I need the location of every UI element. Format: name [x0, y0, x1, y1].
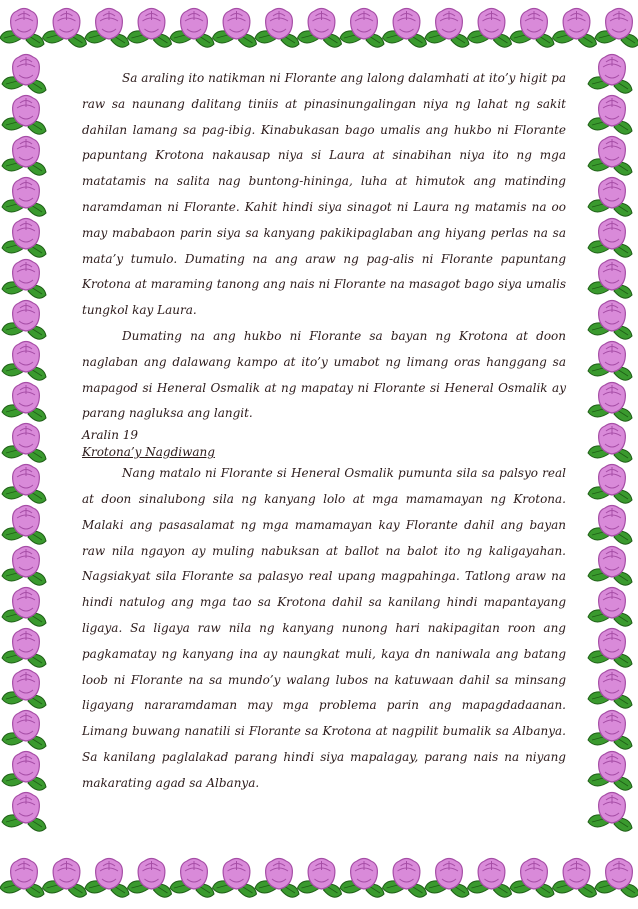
rose-icon: [588, 752, 632, 791]
rose-icon: [2, 55, 46, 94]
rose-icon: [510, 859, 554, 898]
rose-icon: [595, 9, 638, 48]
rose-icon: [255, 9, 299, 48]
rose-icon: [2, 342, 46, 381]
rose-icon: [588, 711, 632, 750]
rose-icon: [425, 9, 469, 48]
rose-icon: [213, 9, 257, 48]
rose-icon: [2, 547, 46, 586]
rose-icon: [2, 260, 46, 299]
paragraph: Sa araling ito natikman ni Florante ang lalong dalamhati at ito’y higit pa raw sa naunang dalitang tiniis at pinasinungalingan niya ng lahat ng sakit dahilan lamang sa pag-ibig. Kinabukasan bago umalis ang hukbo ni Florante papuntang Krotona nakausap niya si Laura at sinabihan niya ito ng mga matatamis na salita nag buntong-hininga, luha at himutok ang matinding naramdaman ni Florante. Kahit hindi siya sinagot ni Laura ng matamis na oo may mababaon parin siya sa kanyang pakikipaglaban ang hiyang perlas na sa mata’y tumulo. Dumating na ang araw ng pag-alis ni Florante papuntang Krotona at maraming tanong ang nais ni Florante na masagot bago siya umalis tungkol kay Laura.: [82, 71, 566, 318]
rose-icon: [85, 859, 129, 898]
rose-icon: [383, 9, 427, 48]
rose-icon: [383, 859, 427, 898]
lesson-title: Krotona’y Nagdiwang: [82, 445, 215, 460]
rose-icon: [588, 383, 632, 422]
rose-icon: [588, 260, 632, 299]
rose-icon: [2, 96, 46, 135]
rose-icon: [298, 859, 342, 898]
rose-icon: [588, 547, 632, 586]
rose-icon: [553, 859, 597, 898]
rose-icon: [510, 9, 554, 48]
paragraph: Nang matalo ni Florante si Heneral Osmalik pumunta sila sa palsyo real at doon sinalubong sila ng kanyang lolo at mga mamamayan ng Krotona. Malaki ang pasasalamat ng mga mamamayan kay Florante dahil ang bayan raw nila ngayon ay muling nabuksan at ballot na balot ito ng kaligayahan. Nagsiakyat sila Florante sa palasyo real upang magpahinga. Tatlong araw na hindi natulog ang mga tao sa Krotona dahil sa kanilang hindi mapantayang ligaya. Sa ligaya raw nila ng kanyang nunong hari nakipagitan roon ang pagkamatay ng kanyang ina ay naungkat muli, kaya dn naniwala ang batang loob ni Florante na sa mundo’y walang lubos na katuwaan dahil sa minsang ligayang nararamdaman may mga problema parin ang mapagdadaanan. Limang buwang nanatili si Florante sa Krotona at nagpilit bumalik sa Albanya. Sa kanilang paglalakad parang hindi siya mapalagay, parang nais na niyang makarating agad sa Albanya.: [82, 466, 566, 790]
rose-icon: [128, 859, 172, 898]
rose-icon: [2, 301, 46, 340]
rose-icon: [588, 629, 632, 668]
rose-icon: [425, 859, 469, 898]
rose-icon: [43, 9, 87, 48]
rose-icon: [468, 859, 512, 898]
rose-icon: [2, 670, 46, 709]
rose-icon: [588, 424, 632, 463]
paragraph: Dumating na ang hukbo ni Florante sa bayan ng Krotona at doon naglaban ang dalawang kampo at ito’y umabot ng limang oras hanggang sa mapagod si Heneral Osmalik at ng mapatay ni Florante si Heneral Osmalik ay parang nagluksa ang langit.: [82, 328, 566, 421]
rose-icon: [2, 219, 46, 258]
rose-icon: [43, 859, 87, 898]
rose-icon: [588, 55, 632, 94]
rose-icon: [588, 588, 632, 627]
rose-icon: [2, 137, 46, 176]
rose-icon: [255, 859, 299, 898]
rose-icon: [2, 752, 46, 791]
rose-icon: [588, 342, 632, 381]
rose-icon: [170, 859, 214, 898]
rose-icon: [85, 9, 129, 48]
rose-icon: [588, 96, 632, 135]
rose-icon: [0, 859, 44, 898]
rose-icon: [595, 859, 638, 898]
rose-icon: [2, 793, 46, 832]
rose-icon: [588, 219, 632, 258]
rose-icon: [298, 9, 342, 48]
rose-icon: [2, 588, 46, 627]
rose-icon: [588, 178, 632, 217]
rose-icon: [2, 506, 46, 545]
rose-icon: [588, 506, 632, 545]
rose-icon: [213, 859, 257, 898]
rose-icon: [128, 9, 172, 48]
rose-icon: [2, 424, 46, 463]
rose-icon: [468, 9, 512, 48]
rose-icon: [2, 383, 46, 422]
rose-icon: [340, 9, 384, 48]
rose-icon: [170, 9, 214, 48]
rose-icon: [2, 629, 46, 668]
rose-icon: [588, 301, 632, 340]
rose-icon: [340, 859, 384, 898]
rose-icon: [2, 711, 46, 750]
rose-icon: [588, 465, 632, 504]
rose-icon: [2, 465, 46, 504]
rose-icon: [588, 670, 632, 709]
lesson-label: Aralin 19: [82, 428, 139, 443]
rose-icon: [588, 793, 632, 832]
rose-icon: [0, 9, 44, 48]
lesson-heading: [82, 427, 566, 461]
page-content: [82, 66, 566, 797]
rose-icon: [553, 9, 597, 48]
rose-icon: [588, 137, 632, 176]
rose-icon: [2, 178, 46, 217]
